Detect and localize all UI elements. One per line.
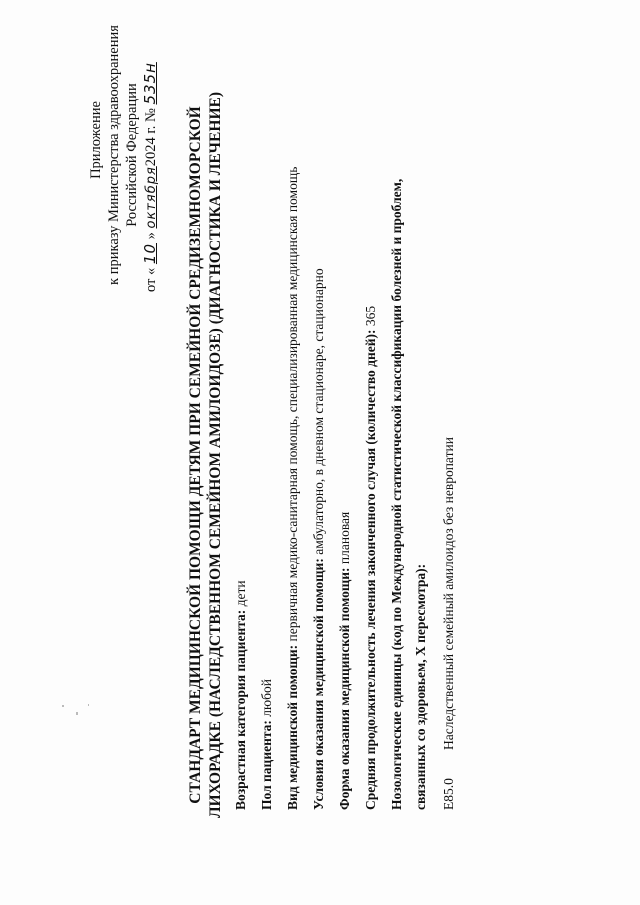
appendix-federation: Российской Федерации [124,83,140,227]
date-mid: » [143,232,159,240]
order-number-handwritten: 535н [141,62,159,105]
date-year: 2024 г. № [143,108,159,167]
date-prefix: от « [143,267,159,292]
care-conditions-value: амбулаторно, в дневном стационаре, стационарно [311,268,326,555]
care-type-value: первичная медико-санитарная помощь, специализированная медицинская помощь [285,166,300,642]
patient-sex-value: любой [259,679,274,717]
appendix-order-line: к приказу Министерства здравоохранения [106,25,122,285]
care-type-row [284,167,302,810]
patient-sex-row [258,679,276,810]
date-month-handwritten: октября [144,166,159,229]
patient-sex-label: Пол пациента: [259,720,274,810]
nosological-units-label-line-2: связанных со здоровьем, X пересмотра): [413,563,428,810]
age-category-label: Возрастная категория пациента: [233,609,248,810]
standard-title-line-1: СТАНДАРТ МЕДИЦИНСКОЙ ПОМОЩИ ДЕТЯМ ПРИ СЕМЕЙНОЙ СРЕДИЗЕМНОМОРСКОЙ [187,106,204,804]
care-form-row [336,512,354,810]
diagnosis-name: Наследственный семейный амилоидоз без невропатии [441,437,456,750]
standard-title-line-2: ЛИХОРАДКЕ (НАСЛЕДСТВЕННОМ СЕМЕЙНОМ АМИЛОИДОЗЕ) (ДИАГНОСТИКА И ЛЕЧЕНИЕ) [207,91,224,819]
diagnosis-code: E85.0 [441,778,456,810]
appendix-title: Приложение [88,101,104,179]
treatment-duration-value: 365 [363,305,378,327]
appendix-date-line [142,2,160,300]
care-form-value: плановая [337,511,352,565]
treatment-duration-label: Средняя продолжительность лечения законченного случая (количество дней): [363,329,378,810]
nosological-units-label-line-1: Нозологические единицы (код по Международной статистической классификации болезней и проблем, [389,178,404,810]
care-conditions-row [310,268,328,810]
care-conditions-label: Условия оказания медицинской помощи: [311,558,326,810]
treatment-duration-row [362,306,380,810]
age-category-value: дети [233,580,248,607]
age-category-row [232,580,250,810]
date-day-handwritten: 10 [141,243,159,265]
care-form-label: Форма оказания медицинской помощи: [337,567,352,810]
care-type-label: Вид медицинской помощи: [285,644,300,810]
